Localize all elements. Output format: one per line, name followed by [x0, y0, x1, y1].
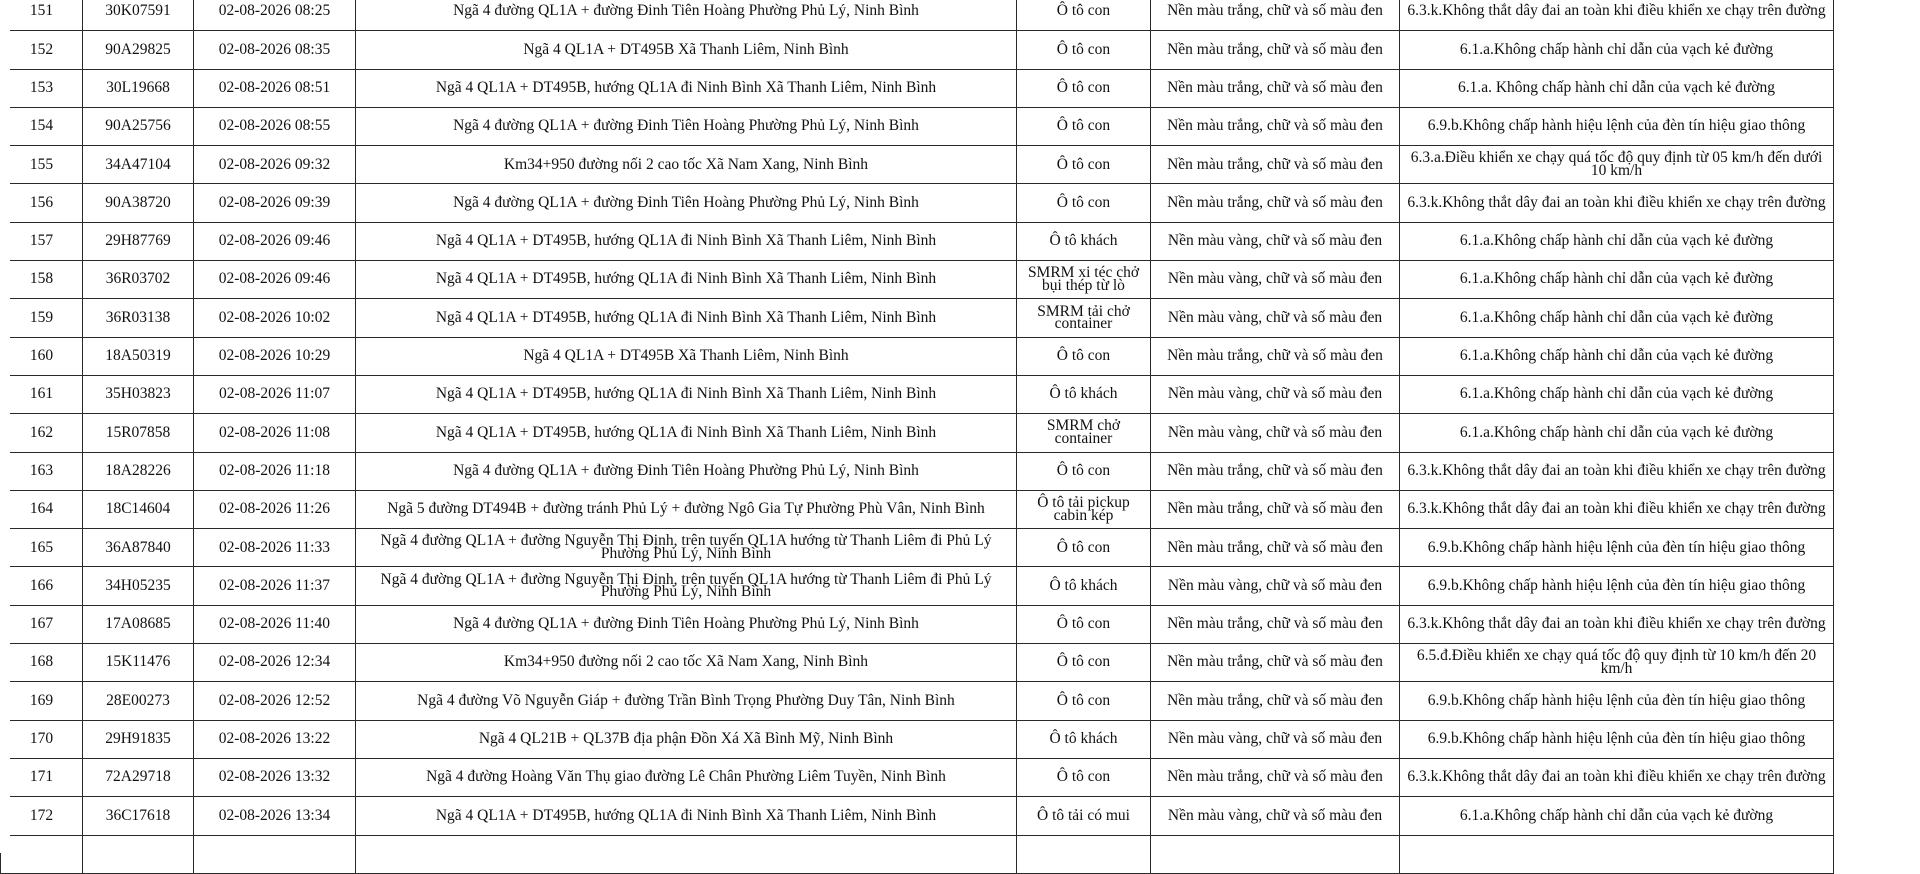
vehicle-type-cell: [1017, 835, 1151, 873]
datetime-cell: 02-08-2026 13:22: [194, 720, 356, 758]
row-number-cell: 162: [1, 414, 83, 452]
datetime-cell: 02-08-2026 11:33: [194, 529, 356, 567]
plate-color-cell: Nền màu trắng, chữ và số màu đen: [1151, 682, 1400, 720]
plate-color-cell: Nền màu trắng, chữ và số màu đen: [1151, 529, 1400, 567]
location-cell: Ngã 4 QL1A + DT495B, hướng QL1A đi Ninh Bình Xã Thanh Liêm, Ninh Bình: [356, 414, 1017, 452]
vehicle-type-cell: SMRM tải chở container: [1017, 299, 1151, 337]
location-cell: Ngã 4 đường QL1A + đường Nguyễn Thị Định, trên tuyến QL1A hướng từ Thanh Liêm đi Phủ Lý Phường Phủ Lý, Ninh Bình: [356, 529, 1017, 567]
datetime-cell: [194, 835, 356, 873]
violation-cell: 6.3.k.Không thắt dây đai an toàn khi điều khiển xe chạy trên đường: [1400, 605, 1834, 643]
violation-cell: 6.3.k.Không thắt dây đai an toàn khi điều khiển xe chạy trên đường: [1400, 0, 1834, 31]
datetime-cell: 02-08-2026 11:37: [194, 567, 356, 605]
plate-color-cell: Nền màu trắng, chữ và số màu đen: [1151, 452, 1400, 490]
row-number-cell: 157: [1, 222, 83, 260]
plate-color-cell: Nền màu vàng, chữ và số màu đen: [1151, 375, 1400, 413]
violation-cell: [1400, 835, 1834, 873]
row-number-cell: [1, 835, 83, 873]
plate-number-cell: 36R03138: [83, 299, 194, 337]
plate-number-cell: 15K11476: [83, 644, 194, 682]
plate-color-cell: Nền màu trắng, chữ và số màu đen: [1151, 146, 1400, 184]
plate-number-cell: 30L19668: [83, 69, 194, 107]
datetime-cell: 02-08-2026 08:25: [194, 0, 356, 31]
table-row: [1, 414, 1834, 452]
row-number-cell: 172: [1, 797, 83, 835]
datetime-cell: 02-08-2026 08:51: [194, 69, 356, 107]
violation-cell: 6.9.b.Không chấp hành hiệu lệnh của đèn tín hiệu giao thông: [1400, 107, 1834, 145]
vehicle-type-cell: Ô tô khách: [1017, 375, 1151, 413]
location-cell: [356, 835, 1017, 873]
plate-number-cell: 17A08685: [83, 605, 194, 643]
row-number-cell: 163: [1, 452, 83, 490]
plate-color-cell: Nền màu trắng, chữ và số màu đen: [1151, 644, 1400, 682]
location-cell: Ngã 4 đường QL1A + đường Đinh Tiên Hoàng Phường Phủ Lý, Ninh Bình: [356, 605, 1017, 643]
location-cell: Ngã 4 QL1A + DT495B, hướng QL1A đi Ninh Bình Xã Thanh Liêm, Ninh Bình: [356, 797, 1017, 835]
violation-cell: 6.3.k.Không thắt dây đai an toàn khi điều khiển xe chạy trên đường: [1400, 452, 1834, 490]
table-row: [1, 69, 1834, 107]
vehicle-type-cell: Ô tô con: [1017, 337, 1151, 375]
vehicle-type-cell: Ô tô con: [1017, 146, 1151, 184]
violation-cell: 6.1.a.Không chấp hành chỉ dẫn của vạch kẻ đường: [1400, 797, 1834, 835]
vehicle-type-cell: Ô tô khách: [1017, 567, 1151, 605]
datetime-cell: 02-08-2026 11:26: [194, 490, 356, 528]
row-number-cell: 159: [1, 299, 83, 337]
violation-cell: 6.1.a.Không chấp hành chỉ dẫn của vạch kẻ đường: [1400, 337, 1834, 375]
plate-number-cell: 28E00273: [83, 682, 194, 720]
location-cell: Ngã 4 đường QL1A + đường Đinh Tiên Hoàng Phường Phủ Lý, Ninh Bình: [356, 452, 1017, 490]
plate-number-cell: 34A47104: [83, 146, 194, 184]
datetime-cell: 02-08-2026 10:29: [194, 337, 356, 375]
datetime-cell: 02-08-2026 12:52: [194, 682, 356, 720]
vehicle-type-cell: Ô tô con: [1017, 184, 1151, 222]
violation-cell: 6.3.k.Không thắt dây đai an toàn khi điều khiển xe chạy trên đường: [1400, 490, 1834, 528]
plate-color-cell: Nền màu trắng, chữ và số màu đen: [1151, 0, 1400, 31]
location-cell: Ngã 4 QL1A + DT495B Xã Thanh Liêm, Ninh Bình: [356, 31, 1017, 69]
plate-color-cell: Nền màu vàng, chữ và số màu đen: [1151, 720, 1400, 758]
plate-color-cell: [1151, 835, 1400, 873]
datetime-cell: 02-08-2026 13:34: [194, 797, 356, 835]
vehicle-type-cell: Ô tô con: [1017, 605, 1151, 643]
violation-cell: 6.1.a.Không chấp hành chỉ dẫn của vạch kẻ đường: [1400, 261, 1834, 299]
plate-color-cell: Nền màu trắng, chữ và số màu đen: [1151, 605, 1400, 643]
datetime-cell: 02-08-2026 10:02: [194, 299, 356, 337]
violation-cell: 6.9.b.Không chấp hành hiệu lệnh của đèn tín hiệu giao thông: [1400, 720, 1834, 758]
table-row: [1, 567, 1834, 605]
page-margin: [0, 0, 10, 853]
vehicle-type-cell: Ô tô con: [1017, 0, 1151, 31]
plate-color-cell: Nền màu vàng, chữ và số màu đen: [1151, 567, 1400, 605]
row-number-cell: 155: [1, 146, 83, 184]
table-row: [1, 797, 1834, 835]
table-row: [1, 146, 1834, 184]
table-row: [1, 31, 1834, 69]
table-row: [1, 337, 1834, 375]
location-cell: Ngã 4 QL1A + DT495B, hướng QL1A đi Ninh Bình Xã Thanh Liêm, Ninh Bình: [356, 375, 1017, 413]
vehicle-type-cell: Ô tô con: [1017, 758, 1151, 796]
location-cell: Km34+950 đường nối 2 cao tốc Xã Nam Xang, Ninh Bình: [356, 146, 1017, 184]
location-cell: Ngã 5 đường DT494B + đường tránh Phủ Lý + đường Ngô Gia Tự Phường Phù Vân, Ninh Bình: [356, 490, 1017, 528]
plate-number-cell: [83, 835, 194, 873]
plate-number-cell: 36C17618: [83, 797, 194, 835]
vehicle-type-cell: Ô tô khách: [1017, 720, 1151, 758]
location-cell: Ngã 4 đường QL1A + đường Đinh Tiên Hoàng Phường Phủ Lý, Ninh Bình: [356, 0, 1017, 31]
datetime-cell: 02-08-2026 12:34: [194, 644, 356, 682]
table-row: [1, 222, 1834, 260]
plate-color-cell: Nền màu trắng, chữ và số màu đen: [1151, 184, 1400, 222]
datetime-cell: 02-08-2026 11:18: [194, 452, 356, 490]
datetime-cell: 02-08-2026 09:46: [194, 261, 356, 299]
row-number-cell: 160: [1, 337, 83, 375]
location-cell: Ngã 4 QL1A + DT495B, hướng QL1A đi Ninh Bình Xã Thanh Liêm, Ninh Bình: [356, 69, 1017, 107]
violation-cell: 6.1.a.Không chấp hành chỉ dẫn của vạch kẻ đường: [1400, 375, 1834, 413]
datetime-cell: 02-08-2026 13:32: [194, 758, 356, 796]
plate-color-cell: Nền màu vàng, chữ và số màu đen: [1151, 222, 1400, 260]
location-cell: Ngã 4 QL1A + DT495B, hướng QL1A đi Ninh Bình Xã Thanh Liêm, Ninh Bình: [356, 299, 1017, 337]
table-row: [1, 0, 1834, 31]
row-number-cell: 166: [1, 567, 83, 605]
plate-color-cell: Nền màu vàng, chữ và số màu đen: [1151, 261, 1400, 299]
row-number-cell: 161: [1, 375, 83, 413]
row-number-cell: 151: [1, 0, 83, 31]
violation-cell: 6.3.k.Không thắt dây đai an toàn khi điều khiển xe chạy trên đường: [1400, 184, 1834, 222]
violation-cell: 6.9.b.Không chấp hành hiệu lệnh của đèn tín hiệu giao thông: [1400, 682, 1834, 720]
vehicle-type-cell: SMRM xi téc chở bụi thép từ lò: [1017, 261, 1151, 299]
plate-number-cell: 30K07591: [83, 0, 194, 31]
plate-number-cell: 18A50319: [83, 337, 194, 375]
datetime-cell: 02-08-2026 09:32: [194, 146, 356, 184]
row-number-cell: 152: [1, 31, 83, 69]
location-cell: Ngã 4 đường Hoàng Văn Thụ giao đường Lê Chân Phường Liêm Tuyền, Ninh Bình: [356, 758, 1017, 796]
row-number-cell: 158: [1, 261, 83, 299]
violation-cell: 6.1.a.Không chấp hành chỉ dẫn của vạch kẻ đường: [1400, 222, 1834, 260]
location-cell: Ngã 4 đường QL1A + đường Nguyễn Thị Định, trên tuyến QL1A hướng từ Thanh Liêm đi Phủ Lý Phường Phủ Lý, Ninh Bình: [356, 567, 1017, 605]
datetime-cell: 02-08-2026 11:40: [194, 605, 356, 643]
row-number-cell: 167: [1, 605, 83, 643]
datetime-cell: 02-08-2026 09:46: [194, 222, 356, 260]
violation-cell: 6.5.đ.Điều khiển xe chạy quá tốc độ quy định từ 10 km/h đến 20 km/h: [1400, 644, 1834, 682]
plate-color-cell: Nền màu vàng, chữ và số màu đen: [1151, 797, 1400, 835]
table-row: [1, 758, 1834, 796]
row-number-cell: 169: [1, 682, 83, 720]
row-number-cell: 153: [1, 69, 83, 107]
plate-color-cell: Nền màu trắng, chữ và số màu đen: [1151, 758, 1400, 796]
plate-color-cell: Nền màu vàng, chữ và số màu đen: [1151, 299, 1400, 337]
plate-number-cell: 34H05235: [83, 567, 194, 605]
location-cell: Ngã 4 đường QL1A + đường Đinh Tiên Hoàng Phường Phủ Lý, Ninh Bình: [356, 184, 1017, 222]
violation-cell: 6.1.a. Không chấp hành chỉ dẫn của vạch kẻ đường: [1400, 69, 1834, 107]
vehicle-type-cell: Ô tô khách: [1017, 222, 1151, 260]
plate-number-cell: 36R03702: [83, 261, 194, 299]
plate-color-cell: Nền màu trắng, chữ và số màu đen: [1151, 69, 1400, 107]
table-row: [1, 299, 1834, 337]
vehicle-type-cell: Ô tô con: [1017, 529, 1151, 567]
table-row: [1, 375, 1834, 413]
violation-cell: 6.3.k.Không thắt dây đai an toàn khi điều khiển xe chạy trên đường: [1400, 758, 1834, 796]
table-row: [1, 682, 1834, 720]
table-row: [1, 644, 1834, 682]
vehicle-type-cell: Ô tô con: [1017, 69, 1151, 107]
table-row: [1, 107, 1834, 145]
plate-number-cell: 90A25756: [83, 107, 194, 145]
plate-number-cell: 72A29718: [83, 758, 194, 796]
datetime-cell: 02-08-2026 09:39: [194, 184, 356, 222]
plate-color-cell: Nền màu trắng, chữ và số màu đen: [1151, 107, 1400, 145]
violation-cell: 6.3.a.Điều khiển xe chạy quá tốc độ quy định từ 05 km/h đến dưới 10 km/h: [1400, 146, 1834, 184]
violation-cell: 6.9.b.Không chấp hành hiệu lệnh của đèn tín hiệu giao thông: [1400, 567, 1834, 605]
vehicle-type-cell: Ô tô con: [1017, 644, 1151, 682]
vehicle-type-cell: Ô tô con: [1017, 31, 1151, 69]
plate-color-cell: Nền màu trắng, chữ và số màu đen: [1151, 31, 1400, 69]
plate-number-cell: 36A87840: [83, 529, 194, 567]
location-cell: Ngã 4 QL1A + DT495B, hướng QL1A đi Ninh Bình Xã Thanh Liêm, Ninh Bình: [356, 222, 1017, 260]
location-cell: Ngã 4 đường Võ Nguyễn Giáp + đường Trần Bình Trọng Phường Duy Tân, Ninh Bình: [356, 682, 1017, 720]
location-cell: Km34+950 đường nối 2 cao tốc Xã Nam Xang, Ninh Bình: [356, 644, 1017, 682]
table-row: [1, 261, 1834, 299]
location-cell: Ngã 4 QL1A + DT495B Xã Thanh Liêm, Ninh Bình: [356, 337, 1017, 375]
table-body: [1, 0, 1834, 873]
row-number-cell: 154: [1, 107, 83, 145]
vehicle-type-cell: Ô tô con: [1017, 107, 1151, 145]
plate-number-cell: 29H87769: [83, 222, 194, 260]
vehicle-type-cell: Ô tô con: [1017, 452, 1151, 490]
plate-color-cell: Nền màu vàng, chữ và số màu đen: [1151, 414, 1400, 452]
datetime-cell: 02-08-2026 08:35: [194, 31, 356, 69]
row-number-cell: 165: [1, 529, 83, 567]
violation-cell: 6.1.a.Không chấp hành chỉ dẫn của vạch kẻ đường: [1400, 31, 1834, 69]
datetime-cell: 02-08-2026 08:55: [194, 107, 356, 145]
violation-cell: 6.1.a.Không chấp hành chỉ dẫn của vạch kẻ đường: [1400, 299, 1834, 337]
table-row: [1, 835, 1834, 873]
table-row: [1, 184, 1834, 222]
vehicle-type-cell: Ô tô con: [1017, 682, 1151, 720]
location-cell: Ngã 4 đường QL1A + đường Đinh Tiên Hoàng Phường Phủ Lý, Ninh Bình: [356, 107, 1017, 145]
violation-cell: 6.9.b.Không chấp hành hiệu lệnh của đèn tín hiệu giao thông: [1400, 529, 1834, 567]
table-row: [1, 490, 1834, 528]
vehicle-type-cell: Ô tô tải có mui: [1017, 797, 1151, 835]
plate-number-cell: 90A38720: [83, 184, 194, 222]
row-number-cell: 168: [1, 644, 83, 682]
plate-number-cell: 15R07858: [83, 414, 194, 452]
plate-number-cell: 18C14604: [83, 490, 194, 528]
vehicle-type-cell: SMRM chở container: [1017, 414, 1151, 452]
table-row: [1, 529, 1834, 567]
plate-number-cell: 35H03823: [83, 375, 194, 413]
row-number-cell: 164: [1, 490, 83, 528]
table-row: [1, 452, 1834, 490]
row-number-cell: 170: [1, 720, 83, 758]
location-cell: Ngã 4 QL1A + DT495B, hướng QL1A đi Ninh Bình Xã Thanh Liêm, Ninh Bình: [356, 261, 1017, 299]
datetime-cell: 02-08-2026 11:08: [194, 414, 356, 452]
table-row: [1, 720, 1834, 758]
plate-number-cell: 18A28226: [83, 452, 194, 490]
plate-number-cell: 90A29825: [83, 31, 194, 69]
location-cell: Ngã 4 QL21B + QL37B địa phận Đồn Xá Xã Bình Mỹ, Ninh Bình: [356, 720, 1017, 758]
row-number-cell: 156: [1, 184, 83, 222]
vehicle-type-cell: Ô tô tải pickup cabin kép: [1017, 490, 1151, 528]
violation-cell: 6.1.a.Không chấp hành chỉ dẫn của vạch kẻ đường: [1400, 414, 1834, 452]
datetime-cell: 02-08-2026 11:07: [194, 375, 356, 413]
table-row: [1, 605, 1834, 643]
plate-number-cell: 29H91835: [83, 720, 194, 758]
plate-color-cell: Nền màu trắng, chữ và số màu đen: [1151, 337, 1400, 375]
plate-color-cell: Nền màu trắng, chữ và số màu đen: [1151, 490, 1400, 528]
row-number-cell: 171: [1, 758, 83, 796]
